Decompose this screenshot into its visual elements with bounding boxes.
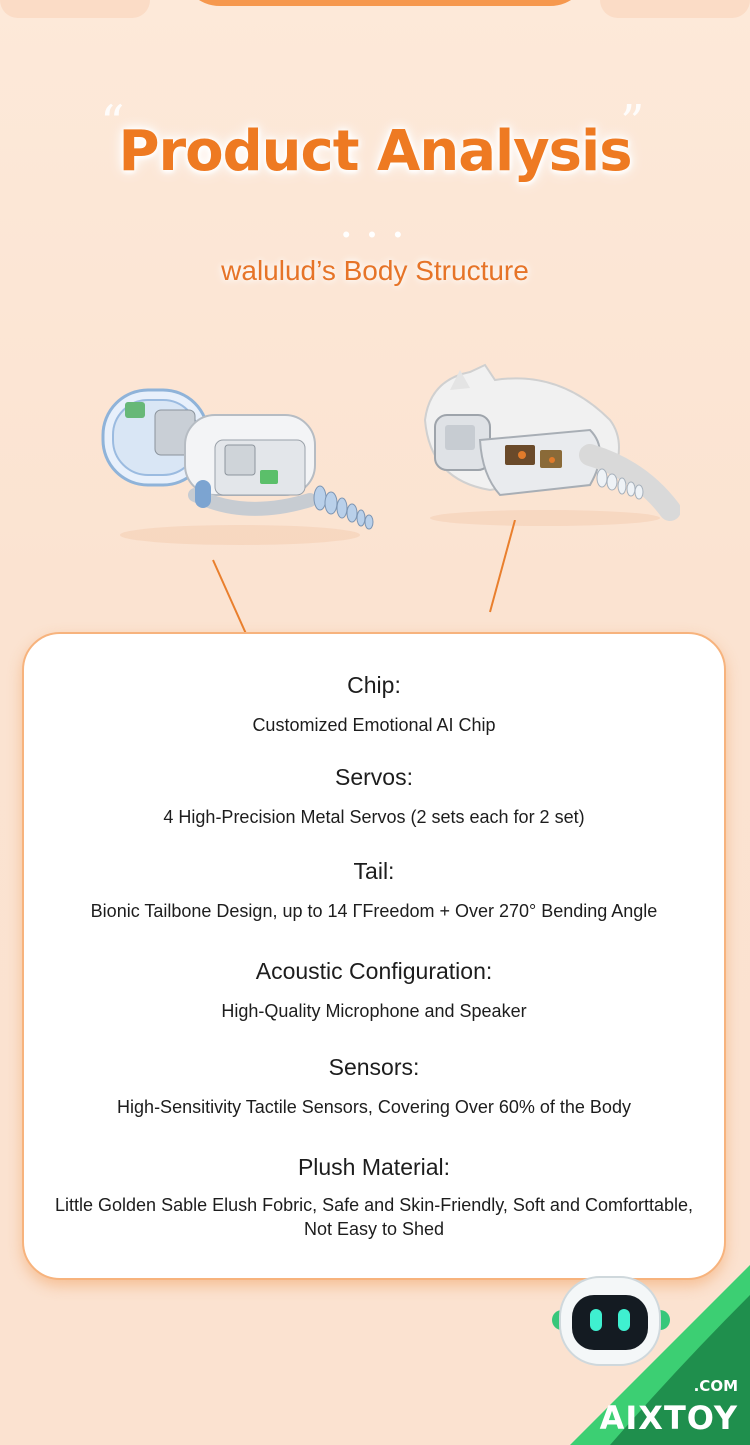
spec-value: 4 High-Precision Metal Servos (2 sets each for 2 set) bbox=[163, 807, 585, 827]
spec-value: High-Sensitivity Tactile Sensors, Covering Over 60% of the Body bbox=[117, 1097, 631, 1117]
brand-watermark bbox=[540, 1265, 750, 1445]
spec-value: High-Quality Microphone and Speaker bbox=[221, 1001, 527, 1021]
spec-chip bbox=[24, 672, 724, 737]
spec-servos bbox=[24, 764, 724, 829]
page-title: Product Analysis bbox=[118, 119, 632, 184]
plush-robot-cutaway-image bbox=[410, 360, 680, 530]
specs-card bbox=[22, 632, 726, 1280]
spec-value: Bionic Tailbone Design, up to 14 ΓFreedom + Over 270° Bending Angle bbox=[90, 901, 658, 921]
robot-mascot-icon bbox=[540, 1265, 680, 1385]
brand-dotcom: .COM bbox=[693, 1377, 738, 1395]
brand-name: AIXTOY bbox=[599, 1399, 738, 1437]
spec-acoustic bbox=[24, 958, 724, 1023]
decorative-dots: • • • bbox=[342, 222, 408, 247]
title-section bbox=[0, 95, 750, 184]
top-decoration-tab bbox=[180, 0, 590, 6]
spec-value: Customized Emotional AI Chip bbox=[252, 715, 496, 735]
spec-label: Tail: bbox=[353, 858, 395, 884]
spec-label: Servos: bbox=[335, 764, 413, 790]
page-subtitle: walulud’s Body Structure bbox=[221, 255, 529, 286]
open-quote-mark: “ bbox=[100, 95, 125, 151]
spec-label: Acoustic Configuration: bbox=[255, 958, 493, 984]
spec-label: Plush Material: bbox=[297, 1154, 451, 1180]
close-quote-mark: ” bbox=[620, 95, 645, 151]
top-decoration-right bbox=[600, 0, 750, 18]
spec-sensors bbox=[24, 1054, 724, 1119]
spec-value-line1: Little Golden Sable Elush Fobric, Safe and Skin-Friendly, Soft and Comforttable, bbox=[55, 1195, 693, 1215]
spec-label: Chip: bbox=[347, 672, 401, 698]
spec-tail bbox=[24, 858, 724, 923]
spec-label: Sensors: bbox=[328, 1054, 420, 1080]
spec-plush-material bbox=[24, 1154, 724, 1241]
spec-value-line2: Not Easy to Shed bbox=[303, 1219, 445, 1239]
top-decoration-left bbox=[0, 0, 150, 18]
